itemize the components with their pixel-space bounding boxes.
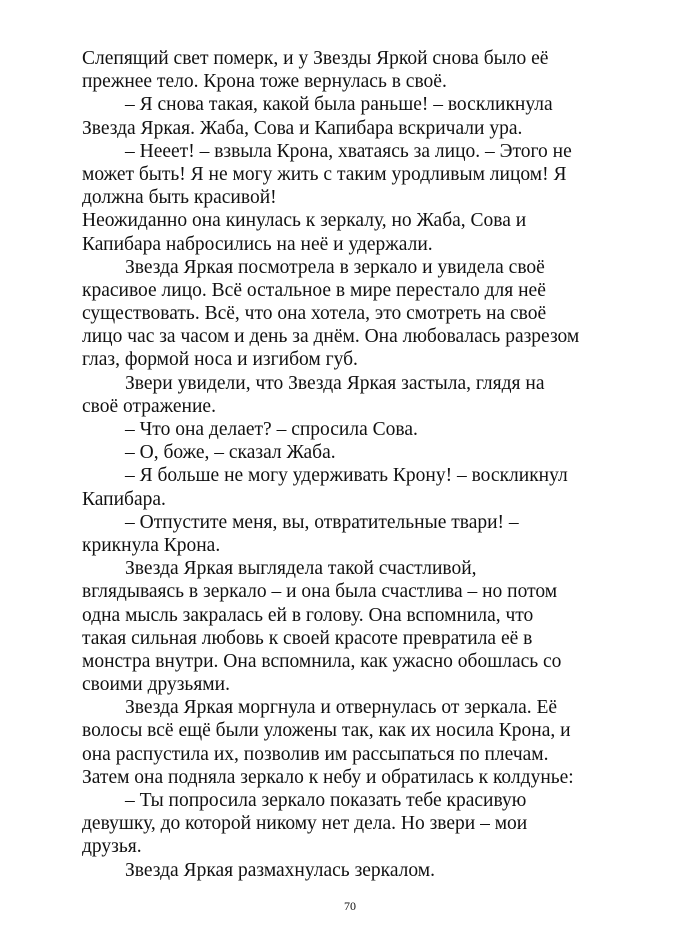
- text-line: Звезда Яркая моргнула и отвернулась от зеркала. Её: [125, 697, 558, 719]
- text-line: Неожиданно она кинулась к зеркалу, но Жаба, Сова и: [82, 210, 527, 232]
- text-line: красивое лицо. Всё остальное в мире перестало для неё: [82, 279, 546, 301]
- text-line: Звезда Яркая выглядела такой счастливой,: [125, 558, 477, 580]
- text-line: своё отражение.: [82, 395, 216, 417]
- text-line: монстра внутри. Она вспомнила, как ужасно обошлась со: [82, 650, 562, 672]
- text-line: – Ты попросила зеркало показать тебе красивую: [125, 790, 527, 811]
- text-line: крикнула Крона.: [82, 534, 221, 556]
- text-line: лицо час за часом и день за днём. Она любовалась разрезом: [82, 326, 580, 348]
- text-line: прежнее тело. Крона тоже вернулась в своё.: [82, 71, 447, 93]
- text-line: девушку, до которой никому нет дела. Но звери – мои: [82, 813, 528, 835]
- text-line: друзья.: [82, 836, 142, 858]
- text-line: должна быть красивой!: [82, 187, 277, 209]
- text-line: – Отпустите меня, вы, отвратительные твари! –: [125, 511, 519, 533]
- text-line: существовать. Всё, что она хотела, это смотреть на своё: [82, 303, 547, 325]
- text-line: волосы всё ещё были уложены так, как их носила Крона, и: [82, 720, 571, 742]
- text-line: Капибара.: [82, 488, 166, 510]
- text-line: – О, боже, – сказал Жаба.: [125, 442, 336, 464]
- text-line: Звезда Яркая размахнулась зеркалом.: [125, 859, 436, 881]
- body-text: [82, 47, 622, 882]
- text-line: глаз, формой носа и изгибом губ.: [82, 349, 358, 371]
- text-line: Затем она подняла зеркало к небу и обратилась к колдунье:: [82, 766, 574, 788]
- text-line: вглядываясь в зеркало – и она была счастлива – но потом: [82, 581, 558, 603]
- text-line: Слепящий свет померк, и у Звезды Яркой снова было её: [82, 48, 549, 69]
- page-number: 70: [344, 899, 356, 913]
- text-line: – Нееет! – взвыла Крона, хватаясь за лицо. – Этого не: [125, 140, 572, 162]
- text-line: Звери увидели, что Звезда Яркая застыла, глядя на: [125, 372, 545, 394]
- text-line: она распустила их, позволив им рассыпаться по плечам.: [82, 743, 549, 765]
- text-line: – Что она делает? – спросила Сова.: [125, 419, 418, 440]
- text-line: Звезда Яркая. Жаба, Сова и Капибара вскричали ура.: [82, 117, 523, 139]
- text-line: своими друзьями.: [82, 674, 230, 696]
- text-line: Звезда Яркая посмотрела в зеркало и увидела своё: [125, 256, 545, 278]
- text-line: – Я снова такая, какой была раньше! – воскликнула: [125, 94, 553, 116]
- text-line: такая сильная любовь к своей красоте превратила её в: [82, 627, 533, 649]
- text-line: Капибара набросились на неё и удержали.: [82, 233, 433, 255]
- text-line: одна мысль закралась ей в голову. Она вспомнила, что: [82, 604, 534, 626]
- text-line: – Я больше не могу удерживать Крону! – воскликнул: [125, 465, 568, 487]
- text-line: может быть! Я не могу жить с таким уродливым лицом! Я: [82, 163, 567, 185]
